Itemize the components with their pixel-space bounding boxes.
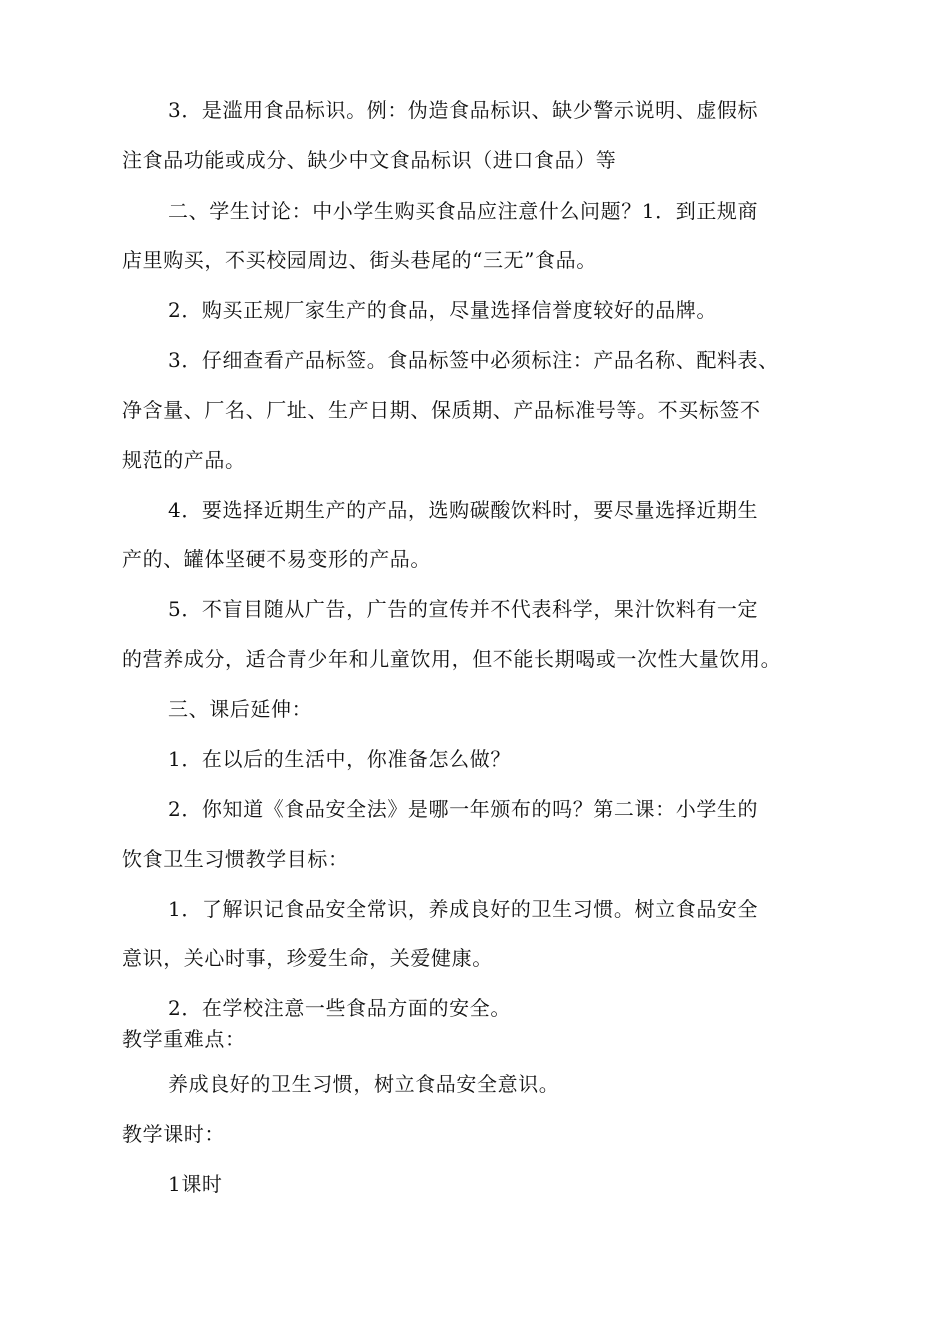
paragraph-line: 5．不盲目随从广告，广告的宣传并不代表科学，果汁饮料有一定	[168, 597, 759, 621]
paragraph-line: 净含量、厂名、厂址、生产日期、保质期、产品标准号等。不买标签不	[122, 398, 761, 422]
paragraph-line: 1课时	[168, 1172, 223, 1196]
section-heading: 教学重难点：	[122, 1027, 246, 1051]
paragraph-line: 店里购买，不买校园周边、街头巷尾的“三无”食品。	[122, 248, 597, 272]
paragraph-line: 产的、罐体坚硬不易变形的产品。	[122, 547, 431, 571]
section-heading: 三、课后延伸：	[168, 697, 313, 721]
section-heading: 教学课时：	[122, 1122, 225, 1146]
paragraph-line: 1．了解识记食品安全常识，养成良好的卫生习惯。树立食品安全	[168, 897, 759, 921]
paragraph-line: 1．在以后的生活中，你准备怎么做？	[168, 747, 511, 771]
paragraph-line: 的营养成分，适合青少年和儿童饮用，但不能长期喝或一次性大量饮用。	[122, 647, 782, 671]
paragraph-line: 意识，关心时事，珍爱生命，关爱健康。	[122, 946, 493, 970]
paragraph-line: 3．仔细查看产品标签。食品标签中必须标注：产品名称、配料表、	[168, 348, 779, 372]
paragraph-line: 饮食卫生习惯教学目标：	[122, 847, 349, 871]
paragraph-line: 4．要选择近期生产的产品，选购碳酸饮料时，要尽量选择近期生	[168, 498, 759, 522]
paragraph-line: 2．在学校注意一些食品方面的安全。	[168, 996, 511, 1020]
paragraph-line: 养成良好的卫生习惯，树立食品安全意识。	[168, 1072, 560, 1096]
paragraph-line: 3．是滥用食品标识。例：伪造食品标识、缺少警示说明、虚假标	[168, 98, 759, 122]
paragraph-line: 二、学生讨论：中小学生购买食品应注意什么问题？1．到正规商	[168, 199, 759, 223]
paragraph-line: 2．购买正规厂家生产的食品，尽量选择信誉度较好的品牌。	[168, 298, 717, 322]
paragraph-line: 2．你知道《食品安全法》是哪一年颁布的吗？第二课：小学生的	[168, 797, 759, 821]
paragraph-line: 注食品功能或成分、缺少中文食品标识（进口食品）等	[122, 148, 617, 172]
paragraph-line: 规范的产品。	[122, 448, 246, 472]
